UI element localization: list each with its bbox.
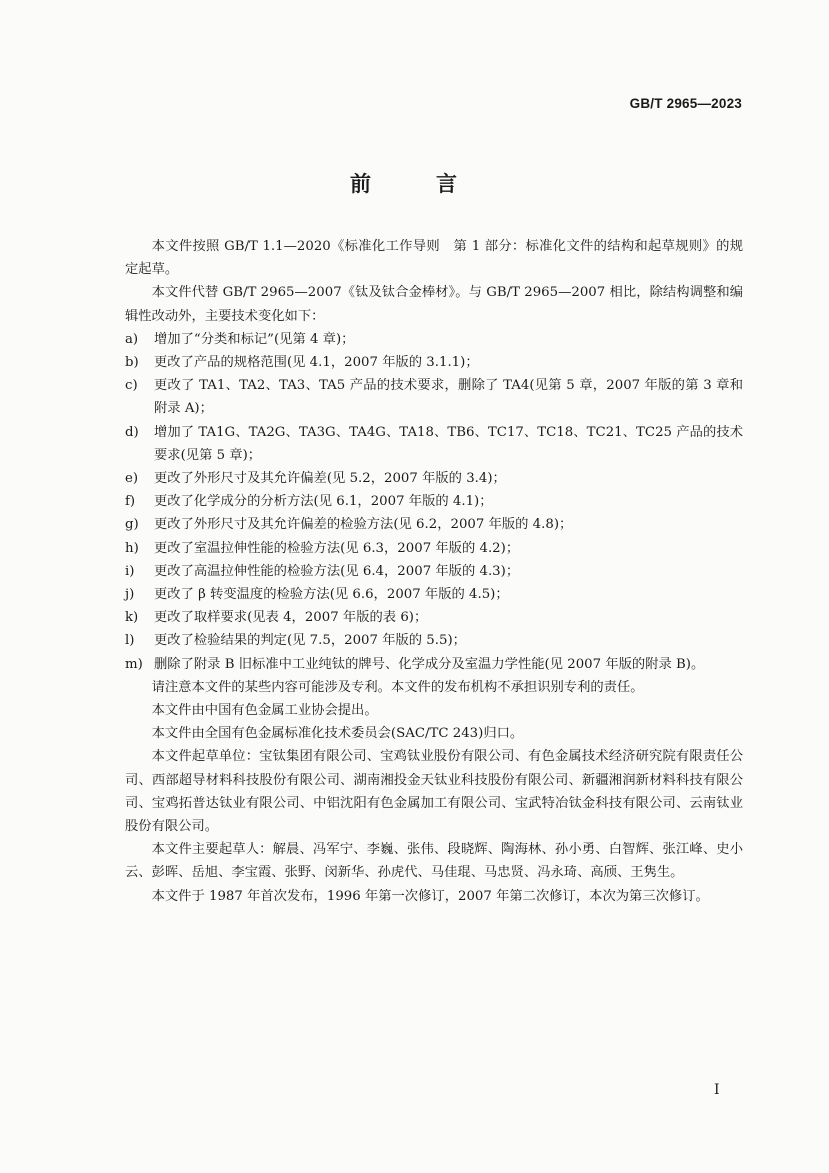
list-item xyxy=(125,606,743,629)
list-item-label: g) xyxy=(125,517,139,533)
list-item xyxy=(125,629,743,652)
list-item-label: i) xyxy=(125,563,135,579)
paragraph-drafters: 本文件主要起草人：解晨、冯军宁、李巍、张伟、段晓辉、陶海林、孙小勇、白智辉、张江峰、史小云、彭晖、岳旭、李宝霞、张野、闵新华、孙虎代、马佳琨、马忠贤、冯永琦、高颀、王隽生。 xyxy=(125,842,743,881)
list-item-text: 更改了 TA1、TA2、TA3、TA5 产品的技术要求，删除了 TA4(见第 5 章，2007 年版的第 3 章和附录 A)； xyxy=(154,378,743,417)
list-item-text: 增加了“分类和标记”(见第 4 章)； xyxy=(154,331,355,347)
list-item-text: 增加了 TA1G、TA2G、TA3G、TA4G、TA18、TB6、TC17、TC18、TC21、TC25 产品的技术要求(见第 5 章)； xyxy=(154,424,743,463)
paragraph-drafting-units: 本文件起草单位：宝钛集团有限公司、宝鸡钛业股份有限公司、有色金属技术经济研究院有限责任公司、西部超导材料科技股份有限公司、湖南湘投金天钛业科技股份有限公司、新疆湘润新材料科技有限公司、宝鸡拓普达钛业有限公司、中铝沈阳有色金属加工有限公司、宝武特冶钛金科技有限公司、云南钛业股份有限公司。 xyxy=(125,749,743,835)
list-item xyxy=(125,351,743,374)
list-item-text: 更改了外形尺寸及其允许偏差的检验方法(见 6.2，2007 年版的 4.8)； xyxy=(154,517,573,533)
list-item xyxy=(125,328,743,351)
paragraph-replacement: 本文件代替 GB/T 2965—2007《钛及钛合金棒材》。与 GB/T 2965—2007 相比，除结构调整和编辑性改动外，主要技术变化如下： xyxy=(125,285,743,324)
list-item-label: e) xyxy=(125,471,139,487)
list-item xyxy=(125,537,743,560)
page-number: I xyxy=(714,1082,720,1098)
list-item-label: f) xyxy=(125,494,136,510)
list-item xyxy=(125,374,743,420)
standard-code: GB/T 2965—2023 xyxy=(629,96,742,111)
list-item-text: 更改了化学成分的分析方法(见 6.1，2007 年版的 4.1)； xyxy=(154,494,493,510)
paragraph-history: 本文件于 1987 年首次发布，1996 年第一次修订，2007 年第二次修订，本次为第三次修订。 xyxy=(151,888,709,904)
list-item-label: b) xyxy=(125,355,139,371)
list-item-text: 更改了外形尺寸及其允许偏差(见 5.2，2007 年版的 3.4)； xyxy=(154,471,506,487)
list-item xyxy=(125,513,743,536)
list-item xyxy=(125,467,743,490)
list-item xyxy=(125,490,743,513)
paragraph-proposer: 本文件由中国有色金属工业协会提出。 xyxy=(151,703,378,719)
preface-body xyxy=(125,235,743,908)
list-item-label: k) xyxy=(125,610,139,626)
list-item-label: h) xyxy=(125,540,139,556)
list-item-label: c) xyxy=(125,378,138,394)
list-item-text: 删除了附录 B 旧标准中工业纯钛的牌号、化学成分及室温力学性能(见 2007 年版的附录 B)。 xyxy=(154,656,705,672)
page-title: 前 言 xyxy=(350,172,479,196)
list-item xyxy=(125,421,743,467)
paragraph-committee: 本文件由全国有色金属标准化技术委员会(SAC/TC 243)归口。 xyxy=(151,726,524,742)
list-item xyxy=(125,583,743,606)
list-item xyxy=(125,653,743,676)
list-item-text: 更改了产品的规格范围(见 4.1，2007 年版的 3.1.1)； xyxy=(154,355,479,371)
list-item-label: a) xyxy=(125,331,139,347)
list-item-label: j) xyxy=(125,587,135,603)
paragraph-drafting-rules: 本文件按照 GB/T 1.1—2020《标准化工作导则 第 1 部分：标准化文件的结构和起草规则》的规定起草。 xyxy=(125,239,743,278)
list-item xyxy=(125,560,743,583)
list-item-text: 更改了取样要求(见表 4，2007 年版的表 6)； xyxy=(154,610,428,626)
list-item-label: d) xyxy=(125,424,139,440)
paragraph-patent-notice: 请注意本文件的某些内容可能涉及专利。本文件的发布机构不承担识别专利的责任。 xyxy=(151,679,644,695)
list-item-text: 更改了 β 转变温度的检验方法(见 6.6，2007 年版的 4.5)； xyxy=(154,587,509,603)
list-item-text: 更改了室温拉伸性能的检验方法(见 6.3，2007 年版的 4.2)； xyxy=(154,540,520,556)
list-item-text: 更改了检验结果的判定(见 7.5，2007 年版的 5.5)； xyxy=(154,633,466,649)
list-item-label: l) xyxy=(125,633,135,649)
list-item-label: m) xyxy=(125,656,143,672)
list-item-text: 更改了高温拉伸性能的检验方法(见 6.4，2007 年版的 4.3)； xyxy=(154,563,520,579)
